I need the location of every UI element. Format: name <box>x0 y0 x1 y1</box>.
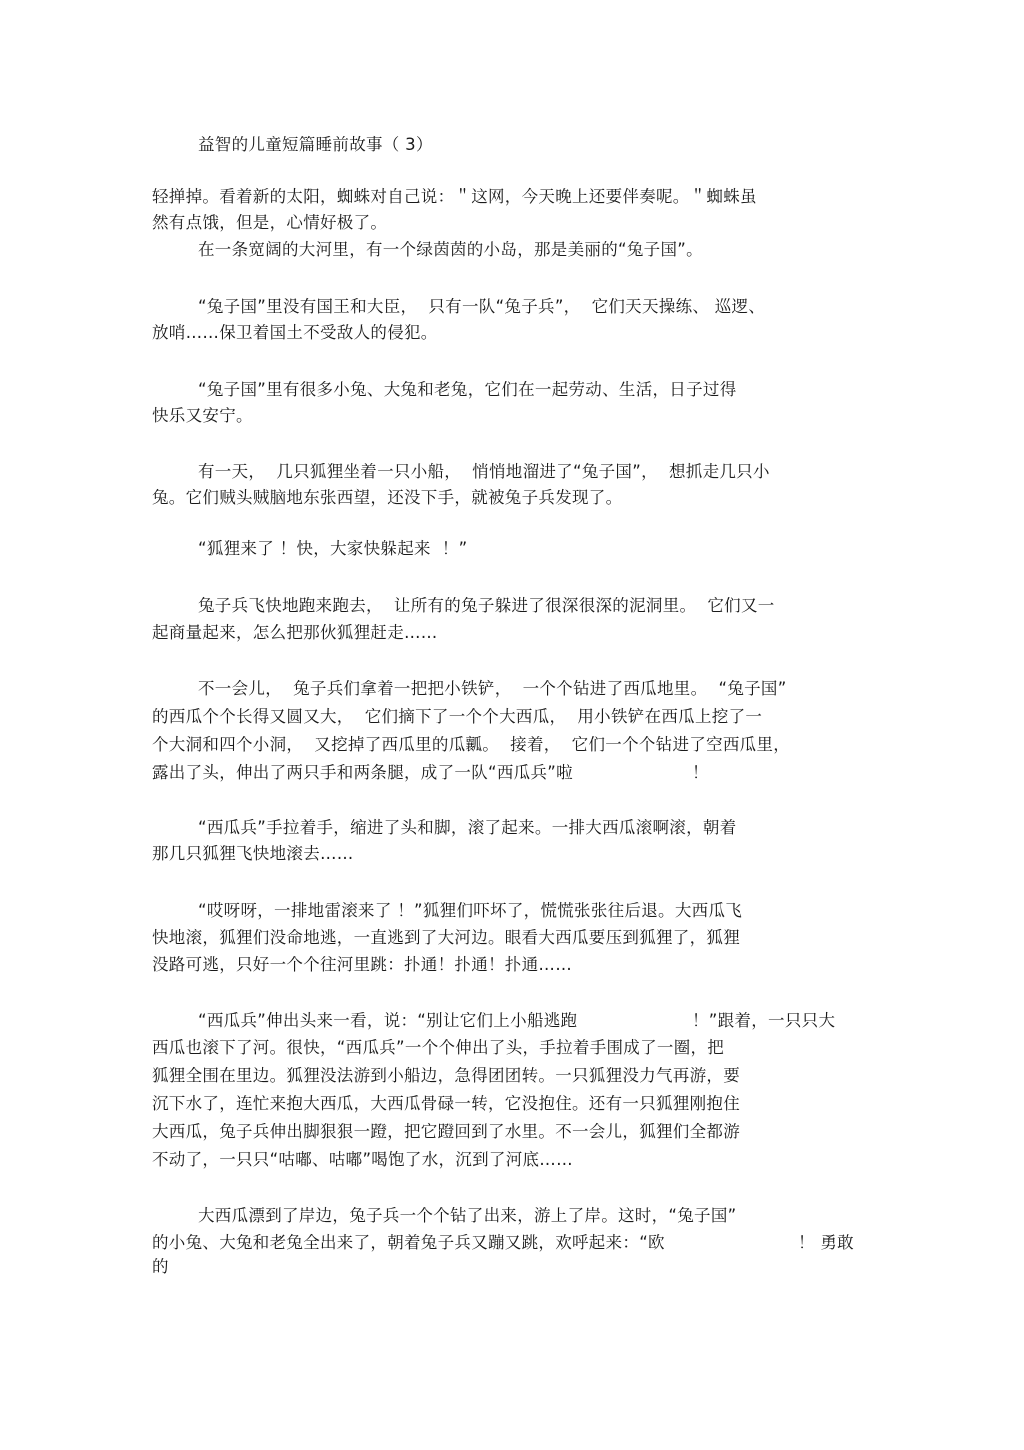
text-line: 的 <box>152 1257 169 1276</box>
text-line: “西瓜兵”手拉着手，缩进了头和脚，滚了起来。一排大西瓜滚啊滚，朝着 <box>198 818 737 837</box>
text-line: 狐狸全围在里边。狐狸没法游到小船边，急得团团转。一只狐狸没力气再游，要 <box>152 1066 740 1085</box>
text-line: ！ 勇敢 <box>798 1233 854 1252</box>
text-line: 露出了头，伸出了两只手和两条腿，成了一队“西瓜兵”啦 <box>152 763 573 782</box>
text-line: ！”跟着，一只只大 <box>692 1011 836 1030</box>
text-line: 在一条宽阔的大河里，有一个绿茵茵的小岛，那是美丽的“兔子国”。 <box>198 240 703 259</box>
text-line: 不一会儿， 兔子兵们拿着一把把小铁铲， 一个个钻进了西瓜地里。 “兔子国” <box>198 679 787 698</box>
text-line: 的小兔、大兔和老兔全出来了，朝着兔子兵又蹦又跳，欢呼起来：“欧 <box>152 1233 665 1252</box>
text-line: “狐狸来了 ！快，大家快躲起来 ！” <box>198 539 468 558</box>
text-line: “兔子国”里没有国王和大臣， 只有一队“兔子兵”， 它们天天操练、 巡逻、 <box>198 297 766 316</box>
text-line: 快乐又安宁。 <box>152 406 253 425</box>
text-line: 那几只狐狸飞快地滚去…… <box>152 844 354 863</box>
text-line: ！ <box>692 763 709 782</box>
text-line: “哎呀呀，一排地雷滚来了 ！”狐狸们吓坏了，慌慌张张往后退。大西瓜飞 <box>198 901 743 920</box>
text-line: 起商量起来，怎么把那伙狐狸赶走…… <box>152 623 438 642</box>
text-line: “兔子国”里有很多小兔、大兔和老兔，它们在一起劳动、生活，日子过得 <box>198 380 737 399</box>
text-line: 沉下水了，连忙来抱大西瓜，大西瓜骨碌一转，它没抱住。还有一只狐狸刚抱住 <box>152 1094 740 1113</box>
text-line: 个大洞和四个小洞， 又挖掉了西瓜里的瓜瓤。 接着， 它们一个个钻进了空西瓜里， <box>152 735 791 754</box>
text-line: 大西瓜，兔子兵伸出脚狠狠一蹬，把它蹬回到了水里。不一会儿，狐狸们全都游 <box>152 1122 740 1141</box>
document-title: 益智的儿童短篇睡前故事（ 3） <box>198 135 433 154</box>
text-line: 兔。它们贼头贼脑地东张西望，还没下手，就被兔子兵发现了。 <box>152 488 623 507</box>
text-line: 然有点饿，但是，心情好极了。 <box>152 213 388 232</box>
text-line: 不动了，一只只“咕嘟、咕嘟”喝饱了水，沉到了河底…… <box>152 1150 573 1169</box>
text-line: 兔子兵飞快地跑来跑去， 让所有的兔子躲进了很深很深的泥洞里。 它们又一 <box>198 596 775 615</box>
text-line: 西瓜也滚下了河。很快，“西瓜兵”一个个伸出了头，手拉着手围成了一圈，把 <box>152 1038 725 1057</box>
text-line: 快地滚，狐狸们没命地逃，一直逃到了大河边。眼看大西瓜要压到狐狸了，狐狸 <box>152 928 740 947</box>
text-line: 的西瓜个个长得又圆又大， 它们摘下了一个个大西瓜， 用小铁铲在西瓜上挖了一 <box>152 707 763 726</box>
text-line: 轻掸掉。看着新的太阳，蜘蛛对自己说：＂这网，今天晚上还要伴奏呢。＂蜘蛛虽 <box>152 187 757 206</box>
text-line: 有一天， 几只狐狸坐着一只小船， 悄悄地溜进了“兔子国”， 想抓走几只小 <box>198 462 770 481</box>
text-line: 放哨……保卫着国土不受敌人的侵犯。 <box>152 323 438 342</box>
text-line: 大西瓜漂到了岸边，兔子兵一个个钻了出来，游上了岸。这时，“兔子国” <box>198 1206 737 1225</box>
text-line: “西瓜兵”伸出头来一看，说：“别让它们上小船逃跑 <box>198 1011 578 1030</box>
text-line: 没路可逃，只好一个个往河里跳：扑通！扑通！扑通…… <box>152 955 572 974</box>
